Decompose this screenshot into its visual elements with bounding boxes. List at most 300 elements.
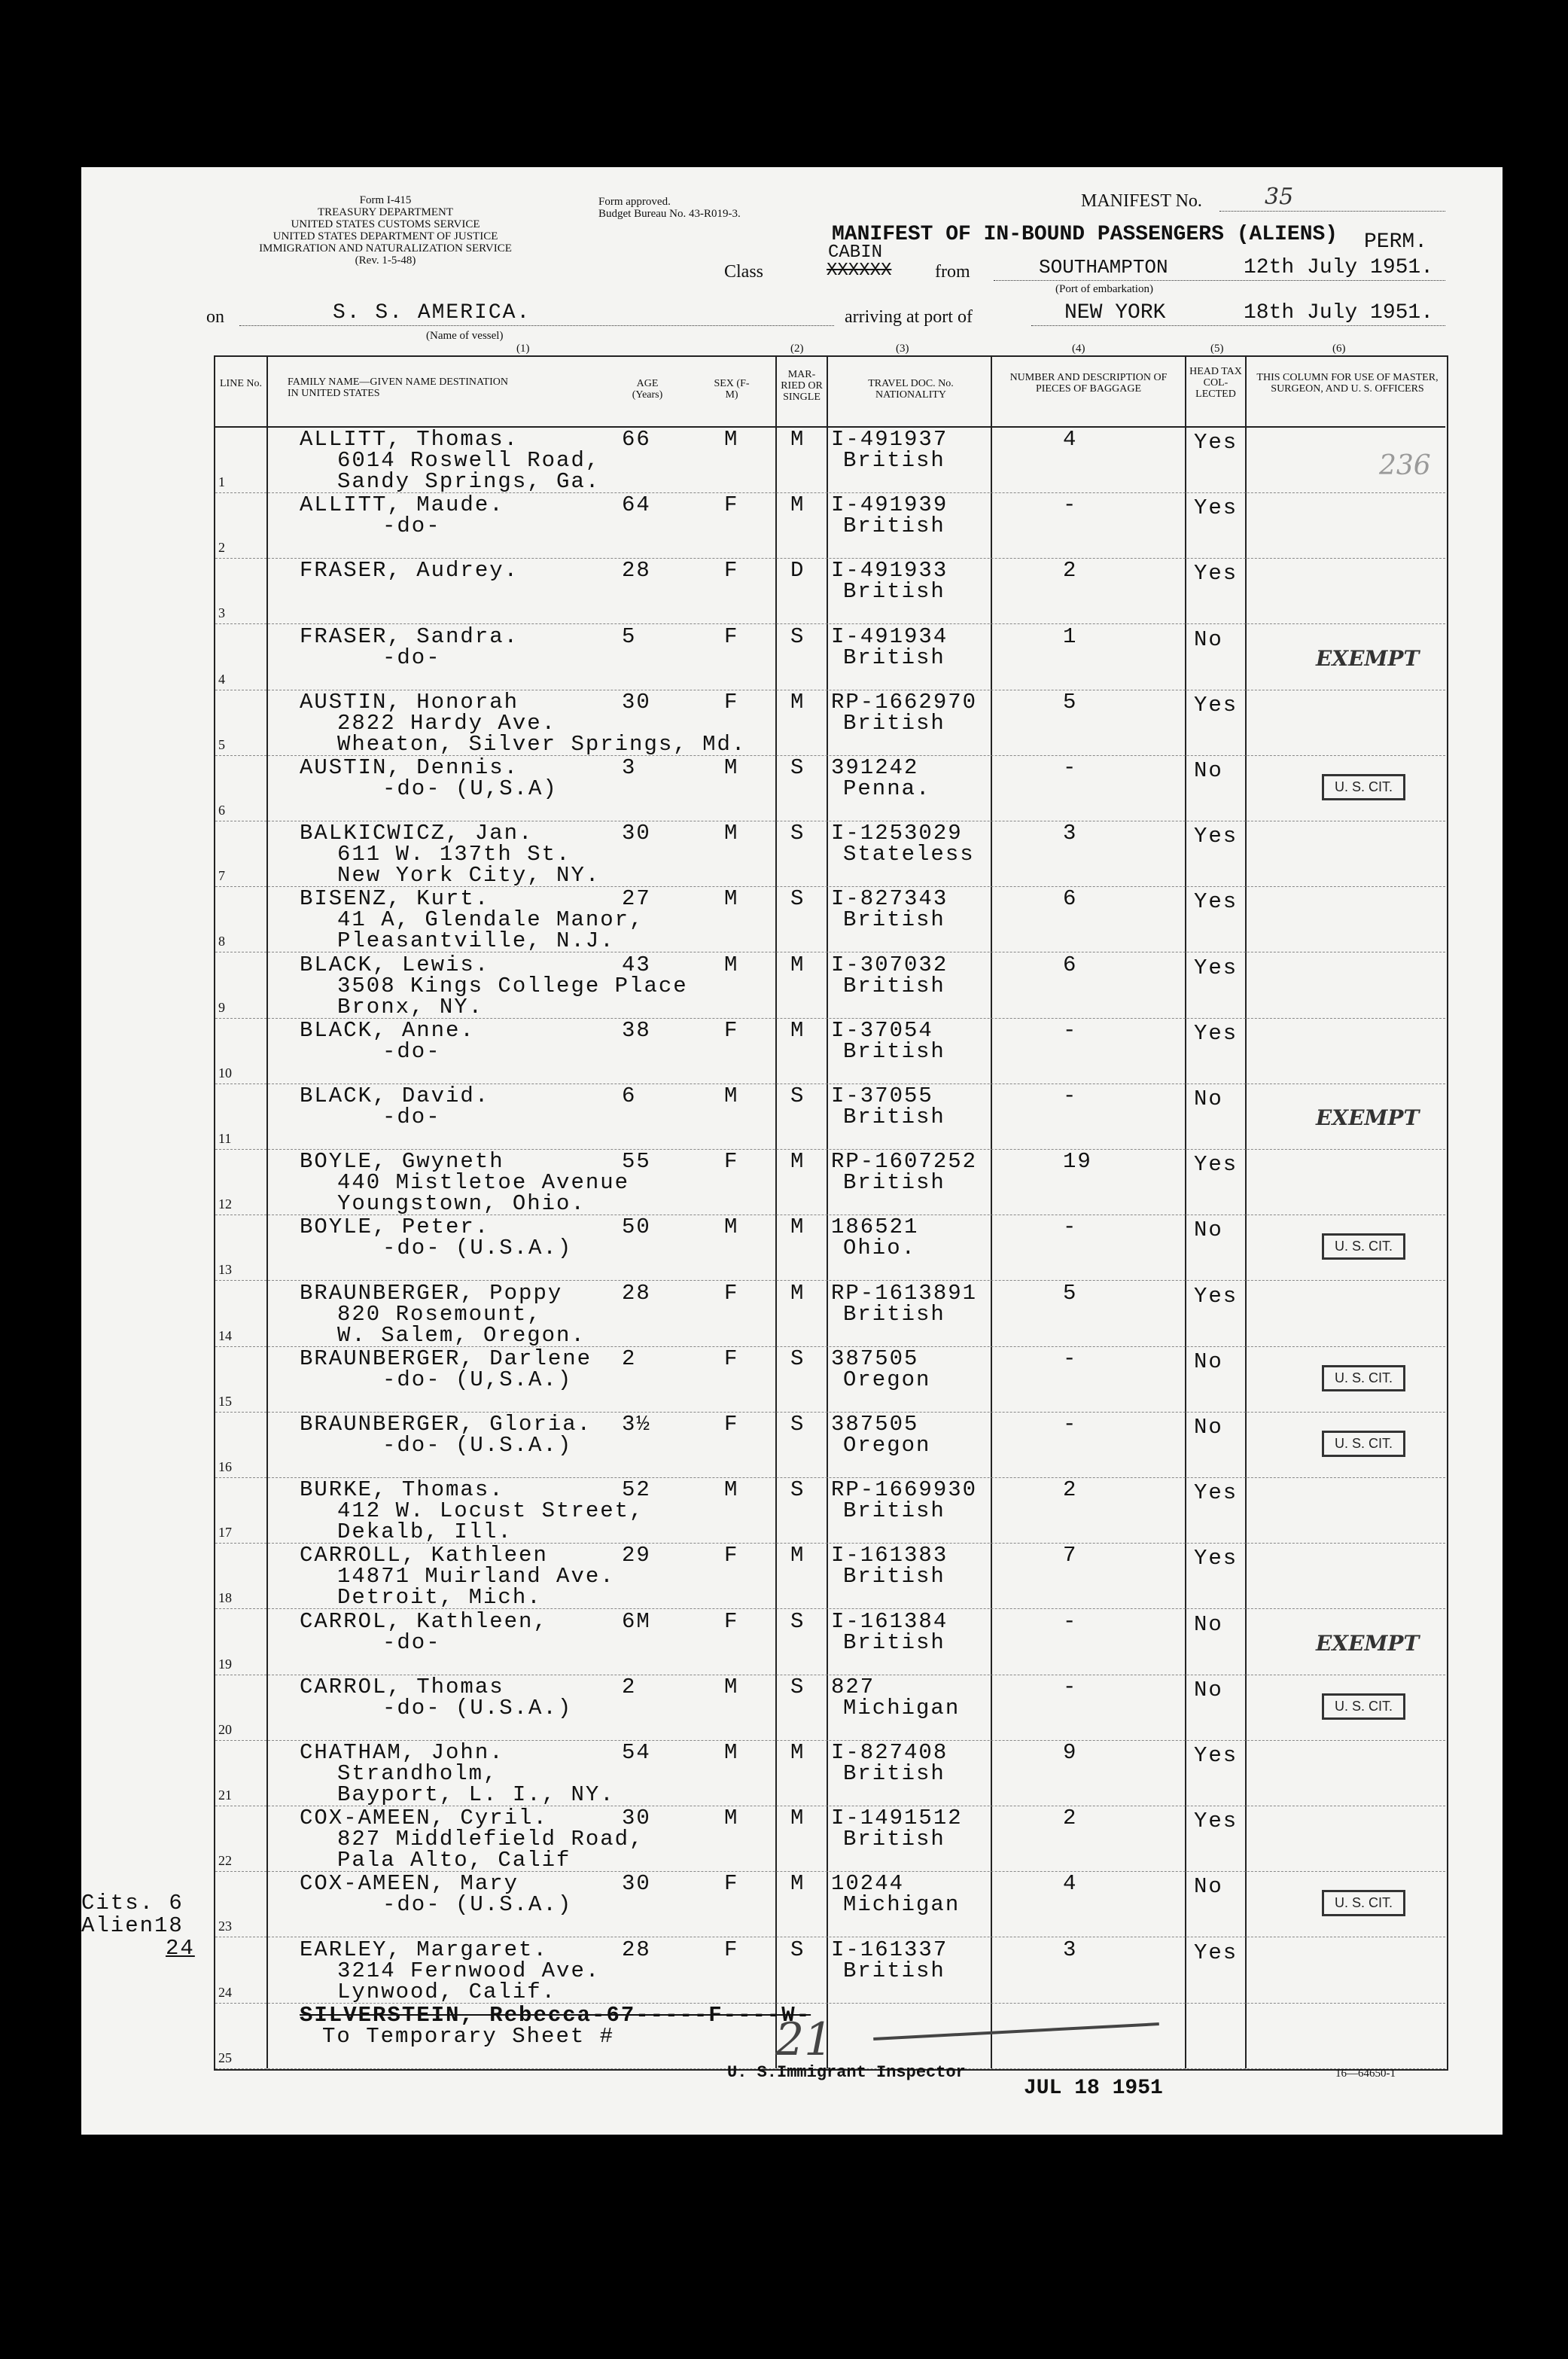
vessel-note: (Name of vessel) — [426, 330, 504, 342]
form-number-footer: 16—64650-1 — [1335, 2068, 1396, 2080]
date-stamp: JUL 18 1951 — [1024, 2077, 1163, 2100]
nationality: Penna. — [843, 776, 931, 801]
exempt-mark: EXEMPT — [1316, 646, 1420, 671]
passenger-name: FRASER, Sandra. — [300, 624, 519, 649]
marital-status: M — [790, 1806, 805, 1830]
passenger-name: BRAUNBERGER, Gloria. — [300, 1412, 592, 1437]
passenger-destination: Sandy Springs, Ga. — [337, 469, 601, 494]
class-label: Class — [724, 262, 764, 282]
sex: M — [724, 952, 739, 977]
head-tax: No — [1194, 1087, 1223, 1111]
nationality: Michigan — [843, 1696, 961, 1720]
age: 30 — [622, 690, 651, 715]
age: 5 — [622, 624, 637, 649]
head-tax: No — [1194, 627, 1223, 652]
age: 64 — [622, 492, 651, 517]
passenger-name: SILVERSTEIN, Rebecca-67-----F----W- — [300, 2003, 811, 2028]
travel-doc-number: I-827343 — [831, 886, 948, 911]
sex: F — [724, 492, 739, 517]
sex: F — [724, 1412, 739, 1437]
line-number: 1 — [218, 474, 225, 489]
customs-service: UNITED STATES CUSTOMS SERVICE — [291, 218, 480, 230]
head-tax: No — [1194, 758, 1223, 783]
baggage-count: - — [1063, 1675, 1078, 1699]
baggage-count: 9 — [1063, 1740, 1078, 1765]
sex: F — [724, 1281, 739, 1306]
travel-doc-number: 10244 — [831, 1871, 905, 1896]
marital-status: S — [790, 821, 805, 846]
manifest-number-label: MANIFEST No. — [1081, 191, 1202, 211]
baggage-count: 6 — [1063, 886, 1078, 911]
age: 29 — [622, 1543, 651, 1568]
line-number: 11 — [218, 1131, 232, 1146]
nationality: British — [843, 1170, 945, 1195]
class-struck: XXXXXX — [827, 261, 892, 281]
passenger-destination: W. Salem, Oregon. — [337, 1323, 586, 1348]
sex: M — [724, 1740, 739, 1765]
head-tax: Yes — [1194, 955, 1238, 980]
justice-dept: UNITED STATES DEPARTMENT OF JUSTICE — [272, 230, 498, 242]
passenger-destination: 41 A, Glendale Manor, — [337, 907, 644, 932]
exempt-mark: EXEMPT — [1316, 1631, 1420, 1656]
ins: IMMIGRATION AND NATURALIZATION SERVICE — [259, 242, 512, 254]
signature-mark: 21 — [775, 2013, 833, 2066]
head-tax: Yes — [1194, 1284, 1238, 1309]
passenger-destination: -do- (U,S.A) — [382, 776, 558, 801]
age: 27 — [622, 886, 651, 911]
age: 66 — [622, 427, 651, 452]
exempt-mark: EXEMPT — [1316, 1105, 1420, 1130]
col-divider — [266, 355, 268, 2068]
page-mark: 236 — [1379, 450, 1431, 481]
baggage-count: - — [1063, 1609, 1078, 1634]
line-number: 6 — [218, 803, 225, 818]
line-number: 21 — [218, 1788, 232, 1803]
baggage-count: 2 — [1063, 1806, 1078, 1830]
passenger-name: CHATHAM, John. — [300, 1740, 504, 1765]
baggage-count: - — [1063, 1412, 1078, 1437]
head-tax: Yes — [1194, 430, 1238, 455]
age: 28 — [622, 558, 651, 583]
marital-status: S — [790, 1609, 805, 1634]
marital-status: S — [790, 1083, 805, 1108]
col-divider — [775, 355, 777, 2068]
passenger-destination: Strandholm, — [337, 1761, 498, 1786]
passenger-name: BOYLE, Peter. — [300, 1215, 490, 1239]
form-number: Form I-415 — [359, 194, 412, 206]
head-tax: Yes — [1194, 889, 1238, 914]
col-divider — [1185, 355, 1186, 2068]
us-citizen-stamp: U. S. CIT. — [1322, 1890, 1405, 1916]
us-citizen-stamp: U. S. CIT. — [1322, 1431, 1405, 1457]
col-header-baggage: NUMBER AND DESCRIPTION OF PIECES OF BAGGAGE — [1009, 372, 1168, 395]
nationality: British — [843, 514, 945, 538]
passenger-name: BOYLE, Gwyneth — [300, 1149, 504, 1174]
travel-doc-number: 387505 — [831, 1346, 919, 1371]
head-tax: Yes — [1194, 1809, 1238, 1833]
age: 6M — [622, 1609, 651, 1634]
sex: F — [724, 1149, 739, 1174]
col-header-travel: TRAVEL DOC. No. NATIONALITY — [868, 378, 954, 401]
line-number: 23 — [218, 1919, 232, 1934]
passenger-destination: 3214 Fernwood Ave. — [337, 1958, 601, 1983]
arriving-label: arriving at port of — [845, 307, 973, 327]
col-header-line: LINE No. — [220, 378, 262, 389]
travel-doc-number: RP-1613891 — [831, 1281, 978, 1306]
passenger-destination: -do- (U.S.A.) — [382, 1236, 573, 1260]
passenger-destination: -do- — [382, 1105, 441, 1129]
travel-doc-number: RP-1669930 — [831, 1477, 978, 1502]
passenger-destination: 611 W. 137th St. — [337, 842, 571, 867]
passenger-destination: -do- (U.S.A.) — [382, 1892, 573, 1917]
passenger-name: CARROL, Thomas — [300, 1675, 504, 1699]
arrival-date: 18th July 1951. — [1244, 301, 1434, 325]
departure-date: 12th July 1951. — [1244, 256, 1434, 279]
head-tax: Yes — [1194, 1743, 1238, 1768]
sex: F — [724, 1018, 739, 1043]
arrival-port: NEW YORK — [1064, 301, 1166, 325]
baggage-count: 3 — [1063, 821, 1078, 846]
line-number: 20 — [218, 1722, 232, 1737]
travel-doc-number: I-161337 — [831, 1937, 948, 1962]
passenger-name: AUSTIN, Dennis. — [300, 755, 519, 780]
head-tax: Yes — [1194, 1480, 1238, 1505]
col-num-6: (6) — [1332, 343, 1346, 355]
baggage-count: - — [1063, 492, 1078, 517]
travel-doc-number: I-491934 — [831, 624, 948, 649]
passenger-destination: Youngstown, Ohio. — [337, 1191, 586, 1216]
age: 2 — [622, 1675, 637, 1699]
marital-status: M — [790, 690, 805, 715]
age: 30 — [622, 821, 651, 846]
line-number: 7 — [218, 868, 225, 883]
col-header-officers: THIS COLUMN FOR USE OF MASTER, SURGEON, AND U. S. OFFICERS — [1256, 372, 1439, 395]
marital-status: M — [790, 492, 805, 517]
sex: F — [724, 1609, 739, 1634]
passenger-destination: Lynwood, Calif. — [337, 1980, 557, 2004]
passenger-name: AUSTIN, Honorah — [300, 690, 519, 715]
travel-doc-number: I-1253029 — [831, 821, 963, 846]
age: 52 — [622, 1477, 651, 1502]
arrival-line — [1031, 325, 1445, 326]
marital-status: D — [790, 558, 805, 583]
travel-doc-number: 387505 — [831, 1412, 919, 1437]
travel-doc-number: I-161383 — [831, 1543, 948, 1568]
age: 2 — [622, 1346, 637, 1371]
passenger-destination: New York City, NY. — [337, 863, 601, 888]
passenger-destination: -do- (U.S.A.) — [382, 1433, 573, 1458]
baggage-count: 1 — [1063, 624, 1078, 649]
line-number: 2 — [218, 540, 225, 555]
sex: F — [724, 558, 739, 583]
line-number: 13 — [218, 1262, 232, 1277]
head-tax: No — [1194, 1874, 1223, 1899]
nationality: British — [843, 448, 945, 473]
head-tax: No — [1194, 1678, 1223, 1702]
age: 30 — [622, 1871, 651, 1896]
col-header-married: MAR-RIED OR SINGLE — [781, 369, 823, 403]
passenger-destination: Dekalb, Ill. — [337, 1519, 513, 1544]
travel-doc-number: I-827408 — [831, 1740, 948, 1765]
line-number: 15 — [218, 1394, 232, 1409]
from-port: SOUTHAMPTON — [1039, 256, 1168, 279]
col-num-5: (5) — [1210, 343, 1224, 355]
perm-label: PERM. — [1364, 230, 1428, 254]
passenger-destination: -do- — [382, 1630, 441, 1655]
marital-status: S — [790, 1346, 805, 1371]
baggage-count: 3 — [1063, 1937, 1078, 1962]
line-number: 25 — [218, 2050, 232, 2065]
passenger-name: BISENZ, Kurt. — [300, 886, 490, 911]
revision: (Rev. 1-5-48) — [355, 254, 416, 267]
age: 3½ — [622, 1412, 651, 1437]
travel-doc-number: I-37054 — [831, 1018, 933, 1043]
passenger-destination: -do- — [382, 1039, 441, 1064]
passenger-name: BURKE, Thomas. — [300, 1477, 504, 1502]
head-tax: No — [1194, 1218, 1223, 1242]
head-tax: No — [1194, 1415, 1223, 1440]
travel-doc-number: 186521 — [831, 1215, 919, 1239]
passenger-destination: -do- (U,S.A.) — [382, 1367, 573, 1392]
marital-status: S — [790, 1675, 805, 1699]
nationality: British — [843, 1630, 945, 1655]
marital-status: M — [790, 1281, 805, 1306]
nationality: Oregon — [843, 1367, 931, 1392]
baggage-count: 19 — [1063, 1149, 1092, 1174]
age: 43 — [622, 952, 651, 977]
baggage-count: 2 — [1063, 558, 1078, 583]
page-title: MANIFEST OF IN-BOUND PASSENGERS (ALIENS) — [832, 223, 1338, 246]
passenger-destination: Detroit, Mich. — [337, 1585, 542, 1610]
line-number: 17 — [218, 1525, 232, 1540]
travel-doc-number: RP-1607252 — [831, 1149, 978, 1174]
marital-status: M — [790, 1871, 805, 1896]
sex: F — [724, 1871, 739, 1896]
sex: M — [724, 886, 739, 911]
baggage-count: - — [1063, 1346, 1078, 1371]
nationality: British — [843, 974, 945, 998]
passenger-destination: 440 Mistletoe Avenue — [337, 1170, 630, 1195]
marital-status: M — [790, 1543, 805, 1568]
head-tax: Yes — [1194, 561, 1238, 586]
marital-status: M — [790, 1215, 805, 1239]
passenger-name: BRAUNBERGER, Darlene — [300, 1346, 592, 1371]
line-number: 14 — [218, 1328, 232, 1343]
marital-status: M — [790, 1149, 805, 1174]
margin-citizens: Cits. 6 — [81, 1891, 184, 1916]
passenger-destination: -do- — [382, 645, 441, 670]
passenger-destination: To Temporary Sheet # — [322, 2024, 615, 2049]
nationality: British — [843, 645, 945, 670]
nationality: British — [843, 1761, 945, 1786]
passenger-destination: 3508 Kings College Place — [337, 974, 688, 998]
passenger-name: BLACK, Anne. — [300, 1018, 475, 1043]
line-number: 10 — [218, 1065, 232, 1080]
margin-aliens: Alien18 — [81, 1913, 184, 1938]
head-tax: Yes — [1194, 1021, 1238, 1046]
us-citizen-stamp: U. S. CIT. — [1322, 774, 1405, 800]
passenger-name: BLACK, David. — [300, 1083, 490, 1108]
passenger-destination: Wheaton, Silver Springs, Md. — [337, 732, 747, 757]
sex: M — [724, 1675, 739, 1699]
passenger-name: FRASER, Audrey. — [300, 558, 519, 583]
sex: M — [724, 1083, 739, 1108]
sex: M — [724, 1806, 739, 1830]
vessel-name: S. S. AMERICA. — [333, 301, 531, 325]
nationality: British — [843, 1958, 945, 1983]
marital-status: M — [790, 952, 805, 977]
head-tax: No — [1194, 1612, 1223, 1637]
travel-doc-number: I-307032 — [831, 952, 948, 977]
baggage-count: 4 — [1063, 1871, 1078, 1896]
sex: M — [724, 1477, 739, 1502]
marital-status: S — [790, 624, 805, 649]
col-num-1: (1) — [516, 343, 530, 355]
baggage-count: 2 — [1063, 1477, 1078, 1502]
sex: F — [724, 1346, 739, 1371]
line-number: 9 — [218, 1000, 225, 1015]
us-citizen-stamp: U. S. CIT. — [1322, 1365, 1405, 1391]
passenger-destination: 820 Rosemount, — [337, 1302, 542, 1327]
age: 55 — [622, 1149, 651, 1174]
nationality: British — [843, 907, 945, 932]
passenger-destination: Bronx, NY. — [337, 995, 484, 1019]
nationality: British — [843, 711, 945, 736]
age: 28 — [622, 1937, 651, 1962]
nationality: British — [843, 1302, 945, 1327]
passenger-destination: Pala Alto, Calif — [337, 1848, 571, 1873]
travel-doc-number: I-491937 — [831, 427, 948, 452]
col-header-headtax: HEAD TAX COL-LECTED — [1189, 366, 1242, 400]
treasury-dept: TREASURY DEPARTMENT — [317, 206, 454, 218]
line-number: 22 — [218, 1853, 232, 1868]
marital-status: M — [790, 1740, 805, 1765]
nationality: British — [843, 1039, 945, 1064]
nationality: British — [843, 1564, 945, 1589]
nationality: Michigan — [843, 1892, 961, 1917]
passenger-destination: 827 Middlefield Road, — [337, 1827, 644, 1852]
sex: M — [724, 1215, 739, 1239]
baggage-count: - — [1063, 1215, 1078, 1239]
form-block — [205, 194, 566, 267]
age: 38 — [622, 1018, 651, 1043]
passenger-name: ALLITT, Thomas. — [300, 427, 519, 452]
head-tax: Yes — [1194, 1940, 1238, 1965]
margin-total: 24 — [166, 1936, 195, 1961]
passenger-destination: -do- (U.S.A.) — [382, 1696, 573, 1720]
line-number: 18 — [218, 1590, 232, 1605]
head-tax: Yes — [1194, 824, 1238, 849]
travel-doc-number: I-1491512 — [831, 1806, 963, 1830]
age: 50 — [622, 1215, 651, 1239]
marital-status: M — [790, 427, 805, 452]
passenger-name: CARROLL, Kathleen — [300, 1543, 548, 1568]
line-number: 12 — [218, 1196, 232, 1212]
line-number: 5 — [218, 737, 225, 752]
line-number: 3 — [218, 605, 225, 620]
marital-status: S — [790, 1937, 805, 1962]
travel-doc-number: 391242 — [831, 755, 919, 780]
travel-doc-number: 827 — [831, 1675, 875, 1699]
travel-doc-number: RP-1662970 — [831, 690, 978, 715]
col-num-2: (2) — [790, 343, 804, 355]
travel-doc-number: I-37055 — [831, 1083, 933, 1108]
from-label: from — [935, 262, 970, 282]
passenger-name: CARROL, Kathleen, — [300, 1609, 548, 1634]
on-label: on — [206, 307, 224, 327]
sex: M — [724, 427, 739, 452]
passenger-destination: 6014 Roswell Road, — [337, 448, 601, 473]
col-divider — [1245, 355, 1247, 2068]
sex: F — [724, 690, 739, 715]
nationality: British — [843, 1105, 945, 1129]
passenger-name: EARLEY, Margaret. — [300, 1937, 548, 1962]
col-header-sex: SEX (F-M) — [714, 378, 750, 401]
embarkation-note: (Port of embarkation) — [1055, 283, 1153, 295]
nationality: British — [843, 579, 945, 604]
line-number: 4 — [218, 672, 225, 687]
age: 28 — [622, 1281, 651, 1306]
manifest-number-line — [1219, 211, 1445, 212]
manifest-number: 35 — [1265, 184, 1294, 210]
sex: F — [724, 1543, 739, 1568]
age: 6 — [622, 1083, 637, 1108]
baggage-count: 5 — [1063, 1281, 1078, 1306]
us-citizen-stamp: U. S. CIT. — [1322, 1233, 1405, 1260]
head-tax: Yes — [1194, 1152, 1238, 1177]
age: 30 — [622, 1806, 651, 1830]
budget-bureau: Budget Bureau No. 43-R019-3. — [598, 208, 741, 220]
line-number: 8 — [218, 934, 225, 949]
passenger-name: COX-AMEEN, Cyril. — [300, 1806, 548, 1830]
head-tax: Yes — [1194, 693, 1238, 718]
baggage-count: 5 — [1063, 690, 1078, 715]
line-number: 16 — [218, 1459, 232, 1474]
inspector-label: U. S.Immigrant Inspector — [727, 2063, 966, 2082]
passenger-name: BALKICWICZ, Jan. — [300, 821, 534, 846]
baggage-count: 4 — [1063, 427, 1078, 452]
sex: F — [724, 624, 739, 649]
col-num-3: (3) — [896, 343, 909, 355]
approval-block — [598, 196, 741, 220]
vessel-line — [239, 325, 834, 326]
line-number: 19 — [218, 1656, 232, 1672]
line-number: 24 — [218, 1985, 232, 2000]
col-divider — [827, 355, 828, 2068]
nationality: Stateless — [843, 842, 975, 867]
passenger-destination: 14871 Muirland Ave. — [337, 1564, 615, 1589]
marital-status: S — [790, 755, 805, 780]
marital-status: S — [790, 1412, 805, 1437]
nationality: Ohio. — [843, 1236, 917, 1260]
passenger-name: COX-AMEEN, Mary — [300, 1871, 519, 1896]
marital-status: M — [790, 1018, 805, 1043]
passenger-destination: -do- — [382, 514, 441, 538]
col-num-4: (4) — [1072, 343, 1085, 355]
sex: M — [724, 821, 739, 846]
col-header-name: FAMILY NAME—GIVEN NAME DESTINATION IN UNITED STATES — [288, 376, 508, 399]
nationality: Oregon — [843, 1433, 931, 1458]
from-line — [994, 280, 1445, 281]
baggage-count: - — [1063, 1083, 1078, 1108]
col-header-age: AGE (Years) — [632, 378, 663, 401]
travel-doc-number: I-491933 — [831, 558, 948, 583]
passenger-name: ALLITT, Maude. — [300, 492, 504, 517]
travel-doc-number: I-161384 — [831, 1609, 948, 1634]
passenger-name: BRAUNBERGER, Poppy — [300, 1281, 563, 1306]
passenger-destination: 2822 Hardy Ave. — [337, 711, 557, 736]
baggage-count: 7 — [1063, 1543, 1078, 1568]
